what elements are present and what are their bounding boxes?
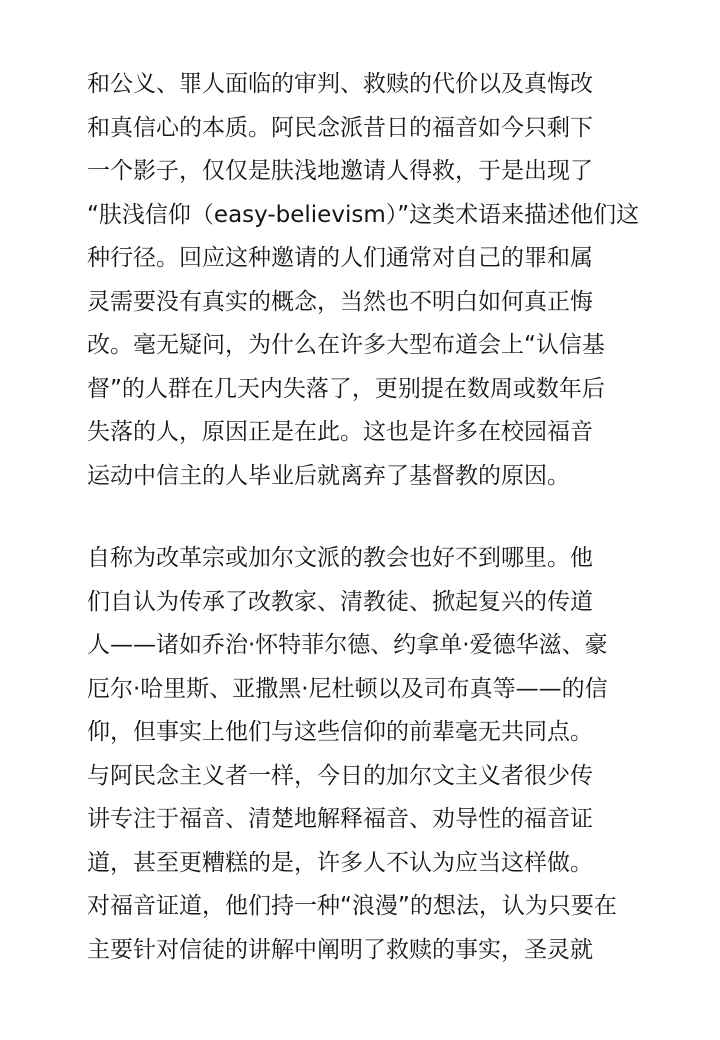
text-line: 一个影子，仅仅是肤浅地邀请人得救，于是出现了: [87, 158, 593, 184]
text-line: 们自认为传承了改教家、清教徒、掀起复兴的传道: [87, 588, 593, 615]
paragraph-1: [87, 63, 647, 498]
text-line: 主要针对信徒的讲解中阐明了救赎的事实，圣灵就: [87, 936, 593, 963]
text-line: 自称为改革宗或加尔文派的教会也好不到哪里。他: [87, 545, 593, 571]
text-line: “肤浅信仰（easy-believism）”这类术语来描述他们这: [87, 201, 640, 228]
text-line: 人——诸如乔治·怀特菲尔德、约拿单·爱德华滋、豪: [87, 632, 608, 658]
text-line: 运动中信主的人毕业后就离弃了基督教的原因。: [87, 462, 570, 489]
text-line: 对福音证道，他们持一种“浪漫”的想法，认为只要在: [87, 893, 617, 919]
text-line: 改。毫无疑问，为什么在许多大型布道会上“认信基: [87, 332, 605, 358]
text-line: 厄尔·哈里斯、亚撒黑·尼杜顿以及司布真等——的信: [87, 675, 608, 702]
text-line: 和公义、罪人面临的审判、救赎的代价以及真悔改: [87, 71, 593, 97]
text-line: 失落的人，原因正是在此。这也是许多在校园福音: [87, 419, 593, 445]
text-line: 仰，但事实上他们与这些信仰的前辈毫无共同点。: [87, 719, 593, 745]
text-line: 种行径。回应这种邀请的人们通常对自己的罪和属: [87, 245, 593, 271]
text-line: 道，甚至更糟糕的是，许多人不认为应当这样做。: [87, 849, 593, 876]
text-line: 讲专注于福音、清楚地解释福音、劝导性的福音证: [87, 806, 593, 832]
text-line: 灵需要没有真实的概念，当然也不明白如何真正悔: [87, 288, 593, 315]
paragraph-2: [87, 537, 647, 972]
text-line: 与阿民念主义者一样，今日的加尔文主义者很少传: [87, 762, 593, 789]
text-line: 督”的人群在几天内失落了，更别提在数周或数年后: [87, 375, 605, 402]
text-line: 和真信心的本质。阿民念派昔日的福音如今只剩下: [87, 114, 593, 141]
